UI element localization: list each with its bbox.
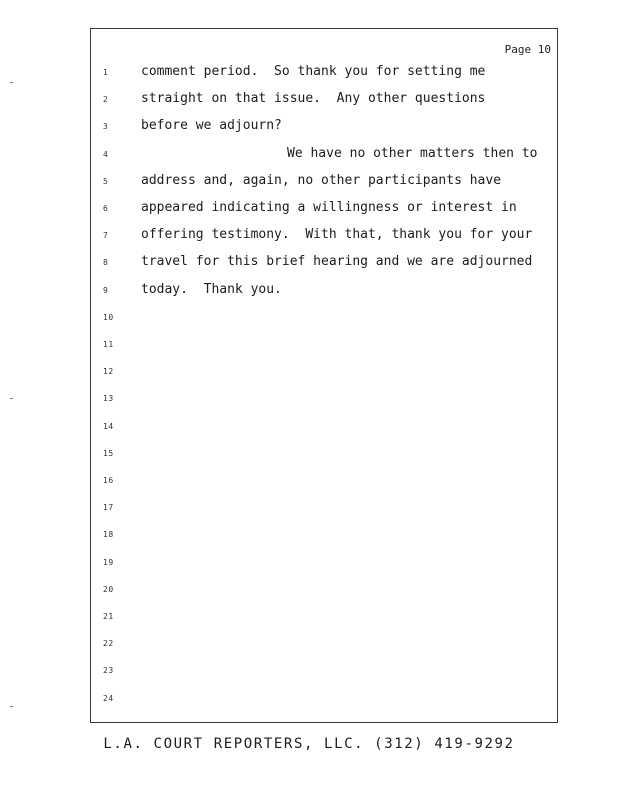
line-number: 20 (103, 584, 114, 594)
line-text: travel for this brief hearing and we are adjourned (141, 254, 533, 270)
scan-mark (10, 82, 13, 83)
line-number: 10 (103, 312, 114, 322)
line-number: 18 (103, 530, 114, 540)
transcript-line (91, 309, 557, 336)
line-text: address and, again, no other participants have (141, 172, 502, 188)
line-number: 1 (103, 68, 109, 77)
transcript-line (91, 363, 557, 390)
line-number: 22 (103, 639, 114, 649)
transcript-line (91, 336, 557, 363)
line-text: before we adjourn? (141, 118, 282, 134)
page-number: Page 10 (504, 43, 551, 56)
line-number: 23 (103, 666, 114, 676)
line-number: 9 (103, 285, 109, 295)
line-text: offering testimony. With that, thank you for your (141, 227, 533, 243)
transcript-line (91, 91, 557, 118)
line-number: 5 (103, 176, 109, 186)
transcript-line (91, 146, 557, 173)
line-text: comment period. So thank you for setting me (141, 64, 486, 79)
scan-mark (10, 706, 13, 707)
transcript-line (91, 662, 557, 689)
transcript-line (91, 390, 557, 417)
transcript-line (91, 118, 557, 145)
transcript-line (91, 418, 557, 445)
transcript-line (91, 499, 557, 526)
footer-reporter-info: L.A. COURT REPORTERS, LLC. (312) 419-9292 (103, 736, 515, 752)
line-number: 13 (103, 394, 114, 404)
line-number: 15 (103, 448, 114, 458)
line-number: 2 (103, 95, 109, 105)
line-number: 6 (103, 204, 109, 213)
transcript-line (91, 690, 557, 717)
transcript-line (91, 581, 557, 608)
line-number: 19 (103, 557, 114, 567)
line-number: 11 (103, 340, 114, 349)
transcript-line (91, 554, 557, 581)
line-number: 7 (103, 231, 109, 241)
line-number: 8 (103, 258, 109, 268)
transcript-line (91, 282, 557, 309)
line-number: 17 (103, 503, 114, 513)
line-text: appeared indicating a willingness or interest in (141, 200, 517, 215)
transcript-line (91, 608, 557, 635)
transcript-line (91, 472, 557, 499)
line-number: 16 (103, 476, 114, 485)
transcript-line (91, 254, 557, 281)
transcript-line (91, 227, 557, 254)
transcript-line (91, 173, 557, 200)
line-text: today. Thank you. (141, 281, 282, 297)
transcript-line (91, 635, 557, 662)
transcript-line (91, 526, 557, 553)
line-number: 21 (103, 612, 114, 621)
transcript-line (91, 64, 557, 91)
line-number: 3 (103, 122, 109, 132)
line-number: 24 (103, 693, 114, 703)
line-text: We have no other matters then to (287, 145, 538, 161)
transcript-line (91, 445, 557, 472)
transcript-line (91, 200, 557, 227)
line-text: straight on that issue. Any other questions (141, 91, 486, 107)
line-number: 14 (103, 421, 114, 431)
scan-mark (10, 398, 13, 399)
line-number: 4 (103, 149, 109, 159)
line-number: 12 (103, 367, 114, 377)
transcript-page (90, 28, 558, 723)
